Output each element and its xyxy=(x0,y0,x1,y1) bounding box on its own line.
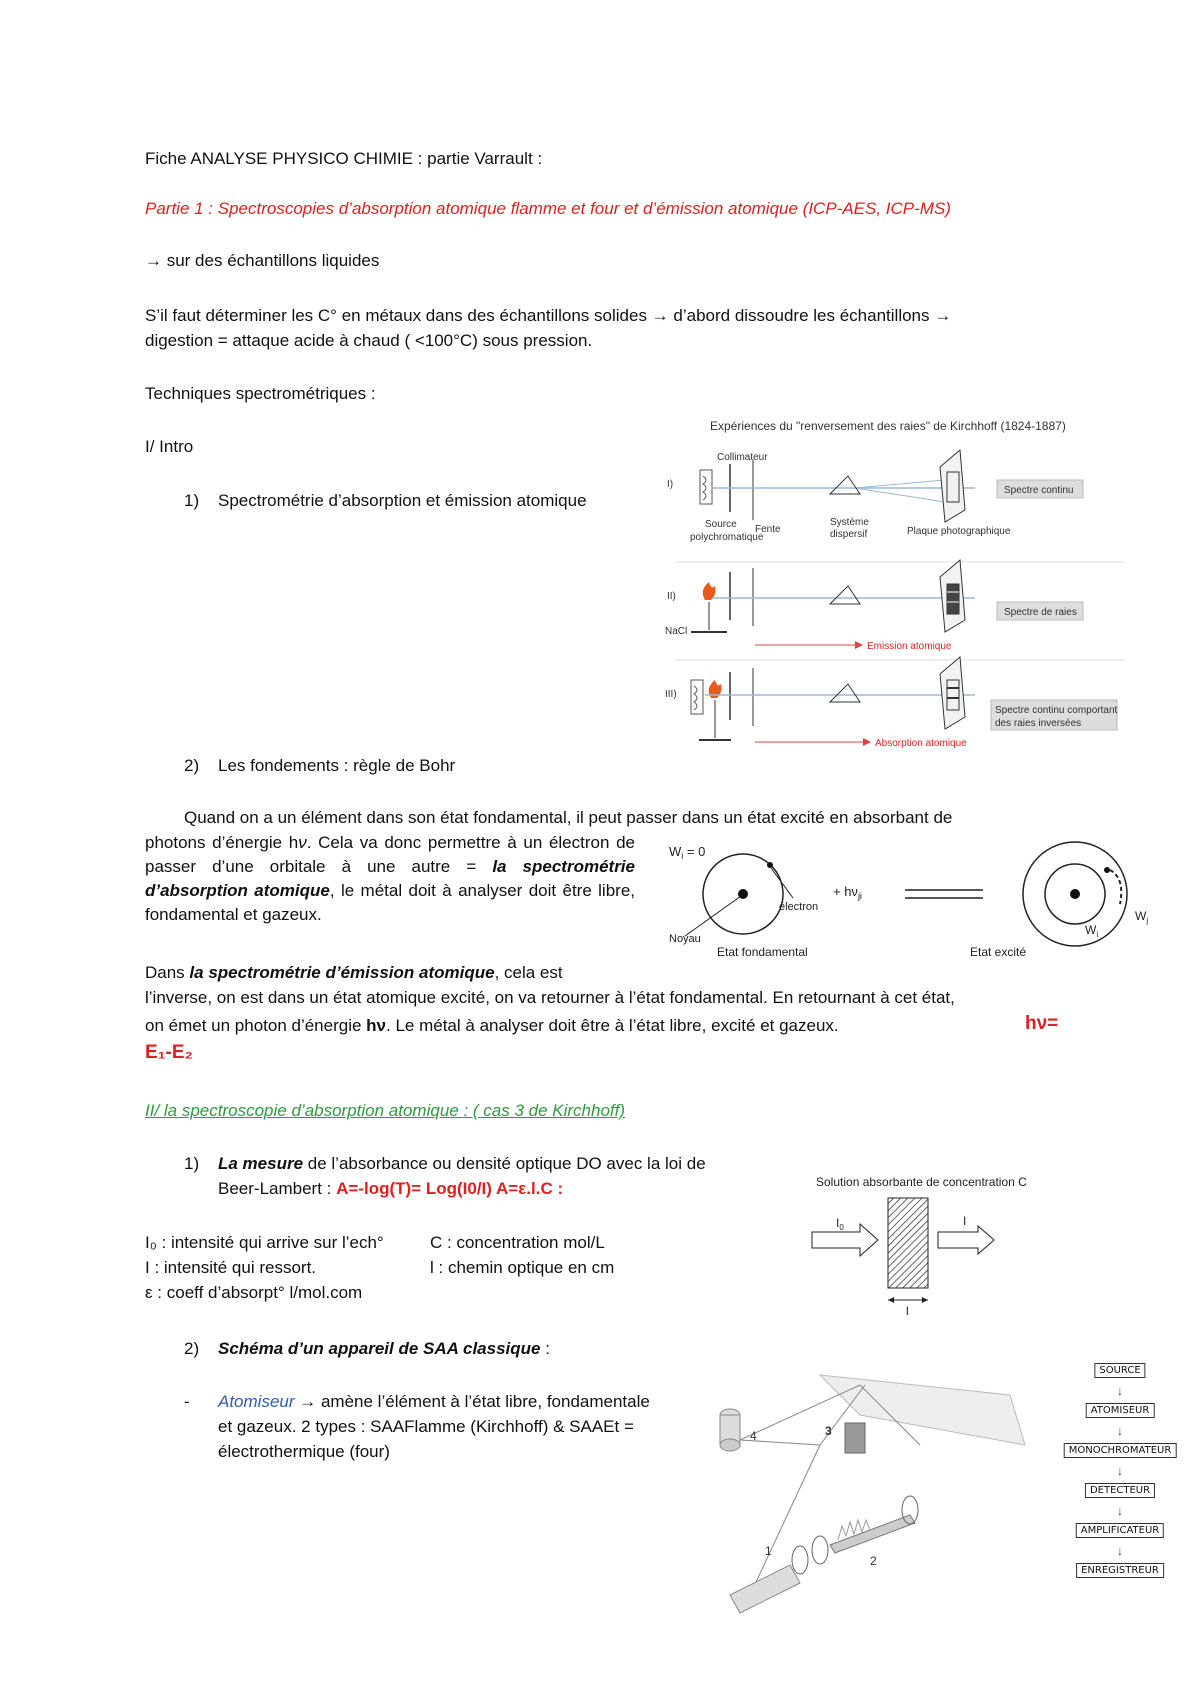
m2-number: 2) xyxy=(184,1339,200,1358)
formula-energy: E₁-E₂ xyxy=(145,1042,193,1063)
wi-sub: i xyxy=(1096,930,1099,939)
label-source: Source xyxy=(705,519,737,530)
label-row1: I) xyxy=(667,479,674,490)
m2-colon: : xyxy=(540,1339,550,1358)
flow-step-detecteur: DETECTEUR xyxy=(1085,1483,1155,1498)
excited-nucleus xyxy=(1070,889,1080,899)
w0-sub: i xyxy=(681,851,684,861)
svg-text:+ hνji xyxy=(833,884,862,901)
item1-label: Spectrométrie d’absorption et émission atomique xyxy=(218,491,587,510)
flow-step-monochromateur: MONOCHROMATEUR xyxy=(1064,1443,1177,1458)
emission-line3-c: . Le métal à analyser doit être à l’état libre, excité et gazeux. xyxy=(386,1016,839,1035)
l-label: l xyxy=(906,1304,909,1318)
label-spectre-inverse-1: Spectre continu comportant xyxy=(995,705,1118,716)
excited-electron xyxy=(1104,867,1110,873)
techniques-heading: Techniques spectrométriques : xyxy=(145,384,376,403)
emission-text-b: , cela est xyxy=(494,963,563,982)
label-spectre-continu: Spectre continu xyxy=(1004,485,1074,496)
saa-num-1: 1 xyxy=(765,1544,772,1558)
item2-label: Les fondements : règle de Bohr xyxy=(218,756,456,775)
wj-label: W xyxy=(1135,909,1147,923)
def-epsilon: ε : coeff d’absorpt° l/mol.com xyxy=(145,1283,363,1302)
label-fente: Fente xyxy=(755,524,781,535)
electron-label: électron xyxy=(779,901,819,913)
source-lamp-3 xyxy=(691,680,703,714)
beer-title: Solution absorbante de concentration C xyxy=(816,1175,1027,1189)
beer-lambert-formula: A=-log(T)= Log(I0/I) A=ε.l.C : xyxy=(336,1179,564,1198)
plate-1 xyxy=(940,450,965,522)
svg-text:Wj xyxy=(1135,909,1148,925)
svg-text:I0 xyxy=(836,1216,844,1232)
label-row3: III) xyxy=(665,689,677,700)
m2-line xyxy=(218,1338,550,1360)
m1-line-2 xyxy=(218,1178,563,1200)
label-emission: Emission atomique xyxy=(867,641,952,652)
beer-lambert-label: Beer-Lambert : xyxy=(218,1179,337,1198)
label-collimateur: Collimateur xyxy=(717,452,768,463)
lamp-and-lenses xyxy=(730,1496,918,1613)
emission-line-3 xyxy=(145,1015,839,1037)
label-dispersif: dispersif xyxy=(830,529,868,540)
label-nacl: NaCl xyxy=(665,626,688,637)
source-lamp-1 xyxy=(700,470,712,504)
prism-1 xyxy=(830,476,860,494)
grating xyxy=(845,1423,865,1453)
flow-step-enregistreur: ENREGISTREUR xyxy=(1076,1563,1164,1578)
flow-arrow: ↓ xyxy=(1117,1504,1123,1518)
prism-2 xyxy=(830,586,860,604)
burner xyxy=(830,1515,915,1553)
liquids-line: → sur des échantillons liquides xyxy=(145,251,380,270)
svg-text:Wi = 0 xyxy=(669,844,705,861)
m1-line-1 xyxy=(218,1153,706,1175)
flow-arrow: ↓ xyxy=(1117,1424,1123,1438)
m1-number: 1) xyxy=(184,1154,200,1173)
atomiseur-line-1 xyxy=(218,1391,650,1413)
item1-number: 1) xyxy=(184,491,200,510)
bohr-text-c: , le métal doit à analyser doit être libre, fondamental et gazeux. xyxy=(145,881,635,924)
formula-hv: hν= xyxy=(1025,1013,1059,1034)
item2-number: 2) xyxy=(184,756,200,775)
flame-2 xyxy=(691,582,727,632)
label-absorption: Absorption atomique xyxy=(875,738,967,749)
kirchhoff-title: Expériences du "renversement des raies" de Kirchhoff (1824-1887) xyxy=(710,419,1066,433)
label-systeme: Système xyxy=(830,517,869,528)
noyau-label: Noyau xyxy=(669,933,701,945)
bohr-paragraph xyxy=(145,831,635,927)
def-i0: I₀ : intensité qui arrive sur l’ech° xyxy=(145,1233,384,1252)
page-title: Fiche ANALYSE PHYSICO CHIMIE : partie Varrault : xyxy=(145,149,543,168)
bullet-dash: - xyxy=(184,1392,190,1411)
wi-label: W xyxy=(1085,923,1097,937)
excite-label: Etat excité xyxy=(970,945,1027,959)
bohr-text-b: . Cela va donc permettre à un électron de passer d’une orbitale à une autre = xyxy=(145,833,635,876)
part2-title: II/ la spectroscopie d’absorption atomique : ( cas 3 de Kirchhoff) xyxy=(145,1101,626,1120)
bohr-figure xyxy=(665,838,1165,966)
wj-sub: j xyxy=(1146,916,1149,925)
label-plaque: Plaque photographique xyxy=(907,526,1011,537)
label-spectre-inverse-2: des raies inversées xyxy=(995,718,1082,729)
atomiseur-rest: → amène l’élément à l’état libre, fondamentale xyxy=(294,1392,650,1411)
transmitted-beam-arrow xyxy=(938,1226,994,1254)
solid-line-2: digestion = attaque acide à chaud ( <100°C) sous pression. xyxy=(145,331,593,350)
label-polychro: polychromatique xyxy=(690,532,764,543)
saa-num-4: 4 xyxy=(750,1429,757,1443)
kirchhoff-figure xyxy=(655,412,1135,752)
i0-sub: 0 xyxy=(839,1223,844,1232)
flow-step-atomiseur: ATOMISEUR xyxy=(1086,1403,1155,1418)
saa-num-2: 2 xyxy=(870,1554,877,1568)
ground-electron xyxy=(767,862,773,868)
m2-emphasis: Schéma d’un appareil de SAA classique xyxy=(218,1339,541,1358)
bohr-intro: Quand on a un élément dans son état fondamental, il peut passer dans un état excité en absorbant de xyxy=(184,808,953,827)
emission-line3-hv: hν xyxy=(366,1016,387,1035)
i0-label: I xyxy=(836,1216,840,1230)
detector-cylinder xyxy=(720,1409,740,1451)
atomiseur-term: Atomiseur xyxy=(218,1392,295,1411)
def-l: l : chemin optique en cm xyxy=(430,1258,615,1277)
m1-emphasis: La mesure xyxy=(218,1154,304,1173)
solid-line-1: S’il faut déterminer les C° en métaux dans des échantillons solides → d’abord dissoudre les échantillons → xyxy=(145,306,952,325)
svg-text:Wi xyxy=(1085,923,1098,939)
fondamental-label: Etat fondamental xyxy=(717,945,808,959)
incident-beam-arrow xyxy=(812,1224,878,1256)
beer-lambert-figure xyxy=(808,1170,1068,1320)
i-label: I xyxy=(963,1214,967,1228)
plate-3 xyxy=(940,657,965,729)
intro-heading: I/ Intro xyxy=(145,437,194,456)
label-row2: II) xyxy=(667,591,676,602)
bohr-text-a: photons d’énergie h xyxy=(145,833,299,852)
w0-label: W xyxy=(669,844,682,859)
emission-emphasis: la spectrométrie d’émission atomique xyxy=(189,963,495,982)
hv-sub: ji xyxy=(857,891,862,901)
atomiseur-line-2: et gazeux. 2 types : SAAFlamme (Kirchhoff) & SAAEt = xyxy=(218,1417,634,1436)
w0-value: = 0 xyxy=(683,844,706,859)
saa-num-3: 3 xyxy=(825,1424,832,1438)
hv-label: + hν xyxy=(833,884,858,899)
bohr-nu: ν xyxy=(298,833,307,852)
flow-step-source: SOURCE xyxy=(1094,1363,1145,1378)
prism-3 xyxy=(830,684,860,702)
atomiseur-line-3: électrothermique (four) xyxy=(218,1442,390,1461)
emission-line-1 xyxy=(145,962,563,984)
emission-line3-a: on émet un photon d’énergie xyxy=(145,1016,367,1035)
saa-apparatus-figure xyxy=(710,1355,1040,1645)
part1-title: Partie 1 : Spectroscopies d’absorption atomique flamme et four et d’émission atomique (ICP-AES, ICP-MS) xyxy=(145,199,951,218)
flow-arrow: ↓ xyxy=(1117,1384,1123,1398)
flow-arrow: ↓ xyxy=(1117,1544,1123,1558)
def-i: I : intensité qui ressort. xyxy=(145,1258,317,1277)
flow-arrow: ↓ xyxy=(1117,1464,1123,1478)
saa-flowchart xyxy=(1055,1363,1185,1655)
def-c: C : concentration mol/L xyxy=(430,1233,605,1252)
flow-step-amplificateur: AMPLIFICATEUR xyxy=(1076,1523,1164,1538)
m1-rest: de l’absorbance ou densité optique DO avec la loi de xyxy=(303,1154,706,1173)
label-spectre-raies: Spectre de raies xyxy=(1004,607,1077,618)
bohr-emphasis: la spectrométrie d’absorption atomique xyxy=(145,857,635,900)
emission-text-a: Dans xyxy=(145,963,190,982)
absorbing-solution xyxy=(888,1198,928,1288)
emission-line-2: l’inverse, on est dans un état atomique excité, on va retourner à l’état fondamental. En retournant à cet état, xyxy=(145,988,955,1007)
flame-3 xyxy=(699,680,731,740)
